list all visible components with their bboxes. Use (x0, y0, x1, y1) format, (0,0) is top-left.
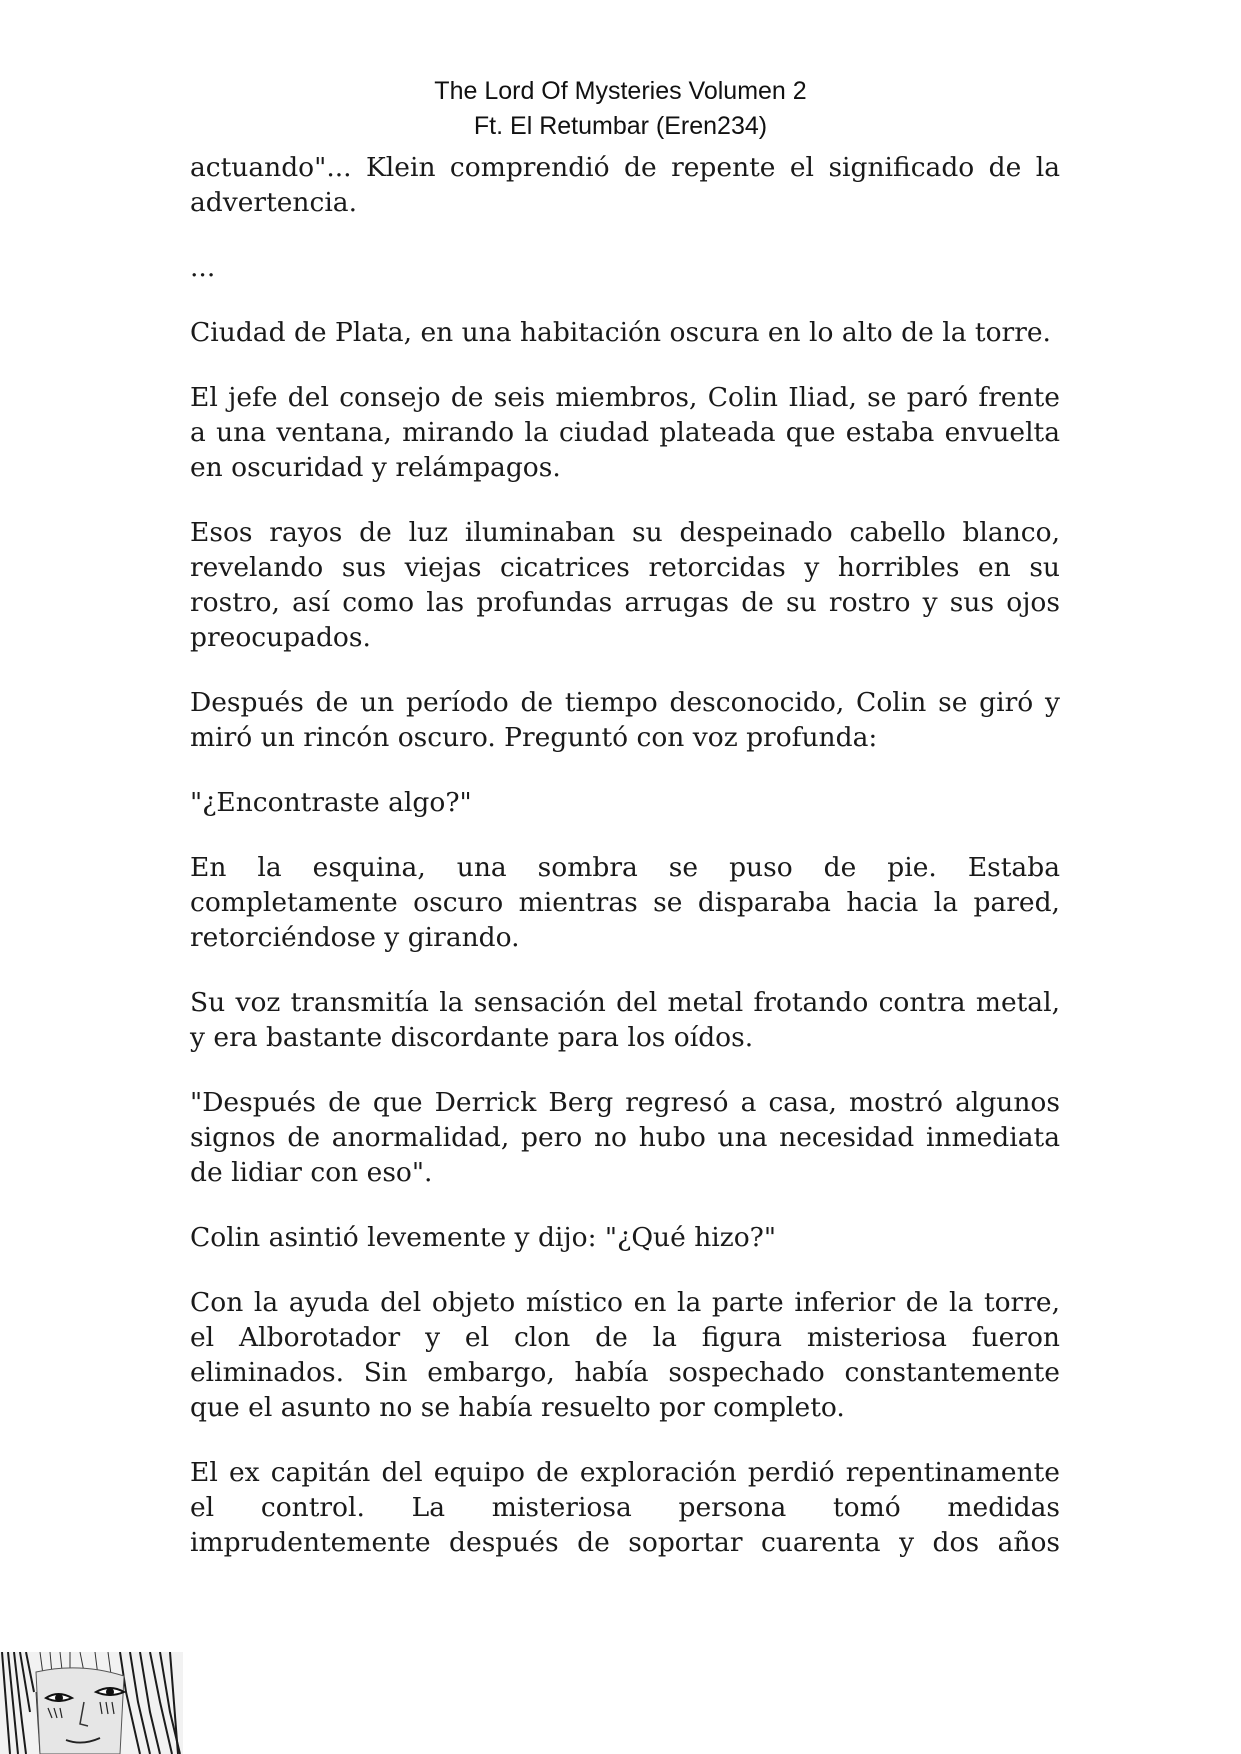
manga-portrait-drawing (0, 1652, 183, 1754)
paragraph: Después de un período de tiempo desconocido, Colin se giró y miró un rincón oscuro. Preguntó con voz profunda: (190, 687, 1060, 753)
paragraph: "Después de que Derrick Berg regresó a casa, mostró algunos signos de anormalidad, pero no hubo una necesidad inmediata de lidiar con eso". (190, 1087, 1060, 1188)
paragraph: En la esquina, una sombra se puso de pie. Estaba completamente oscuro mientras se disparaba hacia la pared, retorciéndose y girando. (190, 852, 1060, 953)
paragraph: Con la ayuda del objeto místico en la parte inferior de la torre, el Alborotador y el clon de la figura misteriosa fueron eliminados. Sin embargo, había sospechado constantemente que el asunto no se había resuelto por completo. (190, 1287, 1060, 1423)
manga-portrait-icon (0, 1652, 183, 1754)
paragraph: Ciudad de Plata, en una habitación oscura en lo alto de la torre. (190, 317, 1051, 348)
paragraph: Colin asintió levemente y dijo: "¿Qué hizo?" (190, 1222, 777, 1253)
paragraph: Esos rayos de luz iluminaban su despeinado cabello blanco, revelando sus viejas cicatrices retorcidas y horribles en su rostro, así como las profundas arrugas de su rostro y sus ojos preocupados. (190, 517, 1060, 653)
paragraph: "¿Encontraste algo?" (190, 787, 472, 818)
page-header (0, 74, 1241, 144)
header-title-line-1: The Lord Of Mysteries Volumen 2 (434, 77, 807, 105)
header-title-line-2: Ft. El Retumbar (Eren234) (473, 112, 768, 140)
page-body (190, 150, 1060, 1560)
paragraph-continued: El ex capitán del equipo de exploración perdió repentinamente el control. La misteriosa persona tomó medidas imprudentemente después de soportar cuarenta y dos años (190, 1457, 1060, 1558)
paragraph: Su voz transmitía la sensación del metal frotando contra metal, y era bastante discordante para los oídos. (190, 987, 1060, 1053)
paragraph: El jefe del consejo de seis miembros, Colin Iliad, se paró frente a una ventana, mirando la ciudad plateada que estaba envuelta en oscuridad y relámpagos. (190, 382, 1060, 483)
paragraph-ellipsis: ... (190, 252, 216, 283)
paragraph: actuando"... Klein comprendió de repente el significado de la advertencia. (190, 152, 1060, 218)
